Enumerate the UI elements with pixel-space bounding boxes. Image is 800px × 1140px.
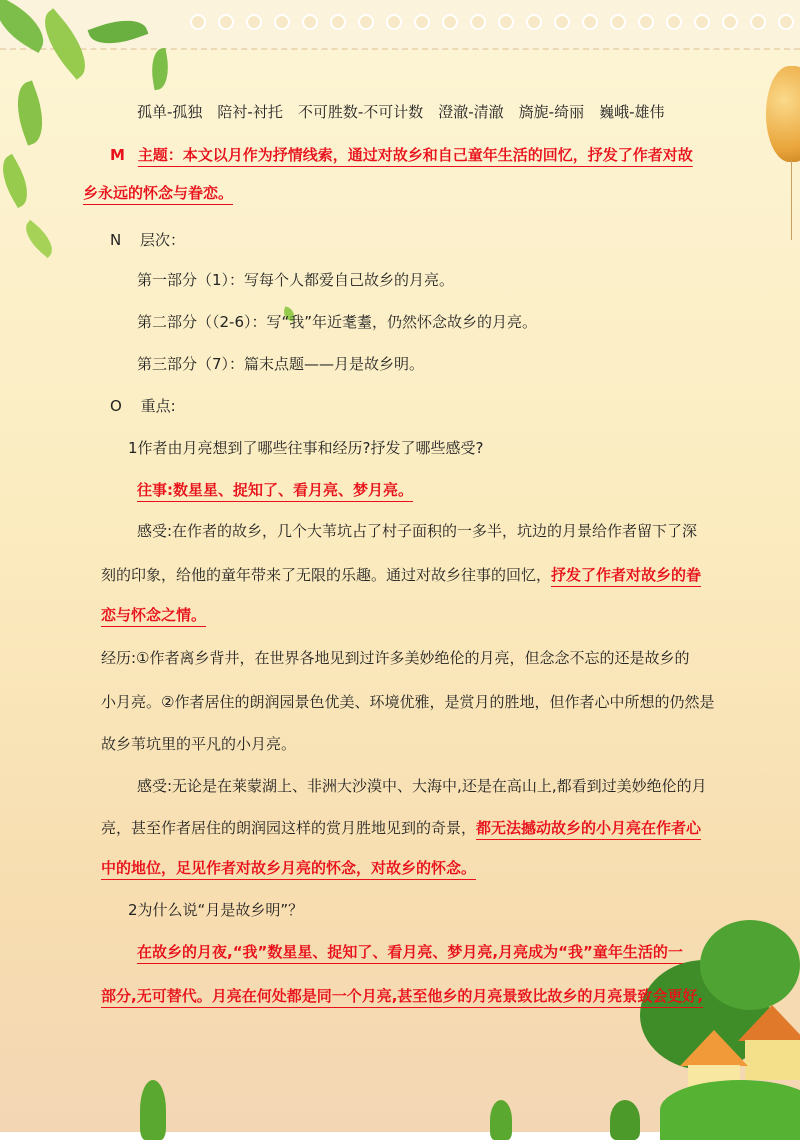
- lace-dot: [610, 14, 626, 30]
- balloon-string: [791, 160, 792, 240]
- structure-part-3: 第三部分（7）：篇末点题——月是故乡明。: [137, 355, 425, 373]
- answer-1-feel-3: 恋与怀念之情。: [101, 606, 207, 624]
- feel-2-line-2: [101, 818, 701, 838]
- theme-line-2: 乡永远的怀念与眷恋。: [83, 184, 234, 202]
- answer-1-feel-1: 感受:在作者的故乡，几个大苇坑占了村子面积的一多半，坑边的月景给作者留下了深: [137, 522, 698, 540]
- lace-dot: [750, 14, 766, 30]
- lace-dot: [554, 14, 570, 30]
- structure-part-2: 第二部分（（2-6）：写“我”年近耄耋，仍然怀念故乡的月亮。: [137, 313, 538, 331]
- lace-dot: [218, 14, 234, 30]
- experience-3: 故乡苇坑里的平凡的小月亮。: [101, 735, 297, 753]
- feel-2-line-2-red: 都无法撼动故乡的小月亮在作者心: [476, 819, 702, 837]
- question-1: 1作者由月亮想到了哪些往事和经历?抒发了哪些感受?: [128, 439, 484, 457]
- lace-dot: [666, 14, 682, 30]
- lace-dot: [190, 14, 206, 30]
- lace-dot: [246, 14, 262, 30]
- experience-1: 经历:①作者离乡背井，在世界各地见到过许多美妙绝伦的月亮，但念念不忘的还是故乡的: [101, 649, 690, 667]
- lace-dot: [694, 14, 710, 30]
- lace-dot: [330, 14, 346, 30]
- lace-dot: [358, 14, 374, 30]
- structure-heading: [110, 230, 185, 250]
- theme-text-1: 本文以月作为抒情线索，通过对故乡和自己童年生活的回忆，抒发了作者对故: [182, 146, 693, 164]
- answer-1-feel-2-red: 抒发了作者对故乡的眷: [551, 566, 702, 584]
- keypoints-title: 重点:: [140, 397, 176, 415]
- tree-decoration: [140, 1080, 166, 1140]
- lace-dot: [274, 14, 290, 30]
- lace-dot: [498, 14, 514, 30]
- answer-1-feel-2-plain: 刻的印象，给他的童年带来了无限的乐趣。通过对故乡往事的回忆，: [101, 566, 552, 584]
- feel-2-line-1: 感受:无论是在莱蒙湖上、非洲大沙漠中、大海中,还是在高山上,都看到过美妙绝伦的月: [137, 777, 707, 795]
- tree-decoration: [610, 1100, 640, 1140]
- lace-dot: [414, 14, 430, 30]
- house-decoration: [745, 1040, 800, 1080]
- lace-dot: [302, 14, 318, 30]
- hill-decoration: [660, 1080, 800, 1140]
- keypoints-marker: O: [110, 397, 122, 415]
- theme-label: 主题：: [137, 146, 183, 164]
- vocab-line: 孤单-孤独 陪衬-衬托 不可胜数-不可计数 澄澈-清澈 旖旎-绮丽 巍峨-雄伟: [137, 103, 665, 121]
- tree-decoration: [490, 1100, 512, 1140]
- structure-marker: N: [110, 231, 122, 249]
- structure-title: 层次：: [140, 231, 186, 249]
- theme-line-1: [110, 145, 693, 165]
- question-2: 2为什么说“月是故乡明”？: [128, 901, 304, 919]
- feel-2-line-2-plain: 亮，甚至作者居住的朗润园这样的赏月胜地见到的奇景，: [101, 819, 477, 837]
- house-roof: [680, 1030, 748, 1066]
- answer-1-feel-2: [101, 565, 701, 585]
- lace-dot: [442, 14, 458, 30]
- keypoints-heading: [110, 396, 176, 416]
- lace-dot: [638, 14, 654, 30]
- lace-dot: [526, 14, 542, 30]
- lace-dot: [778, 14, 794, 30]
- lace-dot: [582, 14, 598, 30]
- theme-marker: M: [110, 146, 125, 164]
- answer-2-line-2: 部分,无可替代。月亮在何处都是同一个月亮,甚至他乡的月亮景致比故乡的月亮景致会更好,: [101, 987, 704, 1005]
- lace-dot: [470, 14, 486, 30]
- experience-2: 小月亮。②作者居住的朗润园景色优美、环境优雅，是赏月的胜地，但作者心中所想的仍然是: [101, 693, 715, 711]
- lace-dot: [722, 14, 738, 30]
- answer-1-events: 往事:数星星、捉知了、看月亮、梦月亮。: [137, 481, 414, 499]
- answer-2-line-1: 在故乡的月夜,“我”数星星、捉知了、看月亮、梦月亮,月亮成为“我”童年生活的一: [137, 943, 683, 961]
- feel-2-line-3: 中的地位，足见作者对故乡月亮的怀念，对故乡的怀念。: [101, 859, 477, 877]
- lace-dot: [386, 14, 402, 30]
- tree-decoration: [700, 920, 800, 1010]
- structure-part-1: 第一部分（1）：写每个人都爱自己故乡的月亮。: [137, 271, 455, 289]
